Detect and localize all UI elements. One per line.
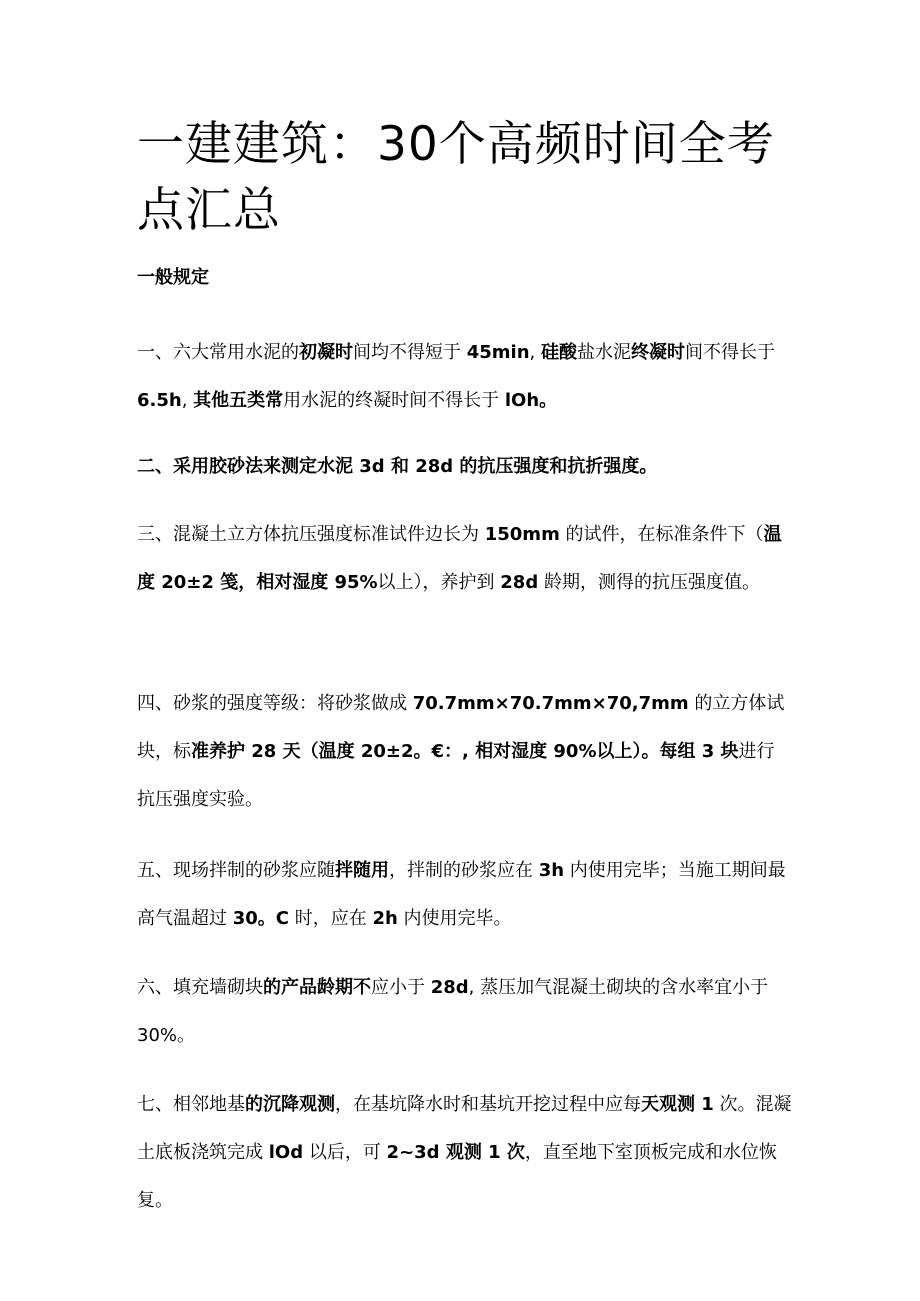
- bold-text-run: lOh。: [504, 390, 558, 411]
- paragraph-4: [137, 680, 792, 824]
- text-run: 六、填充墙砌块: [137, 977, 263, 998]
- bold-text-run: 30。C: [232, 908, 289, 929]
- text-run: ,: [529, 342, 541, 363]
- text-run: 盐水泥: [576, 342, 631, 363]
- bold-text-run: 拌随用: [335, 860, 389, 881]
- text-run: ,: [181, 390, 194, 411]
- paragraph-5: [137, 847, 792, 943]
- bold-text-run: 150mm: [484, 524, 560, 545]
- bold-text-run: 6.5h: [137, 390, 182, 411]
- paragraph-2: [137, 443, 792, 491]
- text-run: 时，应在: [289, 908, 373, 929]
- text-run: 进行抗压强度实验。: [137, 741, 775, 810]
- paragraph-7: [137, 1081, 792, 1225]
- bold-text-run: 其他五类常: [193, 390, 284, 411]
- text-run: 五、现场拌制的砂浆应随: [137, 860, 335, 881]
- bold-text-run: 3h: [538, 860, 565, 881]
- bold-text-run: lOd: [268, 1142, 304, 1163]
- bold-text-run: 硅酸: [540, 342, 577, 363]
- bold-text-run: 的沉降观测: [245, 1094, 335, 1115]
- text-run: 应小于: [371, 977, 431, 998]
- bold-text-run: 温度 20±2 笺，相对湿度 95%: [137, 524, 782, 593]
- bold-text-run: 45min: [466, 342, 530, 363]
- text-run: ，在基坑降水时和基坑开挖过程中应每: [335, 1094, 641, 1115]
- text-run: 内使用完毕。: [397, 908, 512, 929]
- text-run: 用水泥的终凝时间不得长于: [283, 390, 505, 411]
- bold-text-run: 初凝时: [299, 342, 353, 363]
- text-run: 次。混凝土底板浇筑完成: [137, 1094, 792, 1163]
- bold-text-run: 28d: [500, 572, 539, 593]
- text-run: 以后，可: [303, 1142, 387, 1163]
- text-run: 三、混凝土立方体抗压强度标准试件边长为: [137, 524, 485, 545]
- paragraph-1: [137, 329, 792, 425]
- paragraph-6: [137, 964, 792, 1060]
- bold-text-run: 终凝时: [630, 342, 685, 363]
- bold-text-run: 2h: [372, 908, 398, 929]
- document-title: 一建建筑：30个高频时间全考点汇总: [137, 117, 775, 238]
- paragraph-3: [137, 511, 792, 607]
- text-run: 四、砂浆的强度等级：将砂浆做成: [137, 693, 413, 714]
- bold-text-run: 70.7mm×70.7mm×70,7mm: [412, 693, 689, 714]
- bold-text-run: 天观测 1: [641, 1094, 714, 1115]
- bold-text-run: 2~3d 观测 1 次: [386, 1142, 525, 1163]
- bold-text-run: 准养护 28 天（温度 20±2。€：, 相对湿度 90%以上）。每组 3 块: [191, 741, 739, 762]
- section-heading: 一般规定: [137, 267, 209, 288]
- text-run: 一、六大常用水泥的: [137, 342, 299, 363]
- text-run: 间不得长于: [684, 342, 775, 363]
- text-run: 以上），养护到: [377, 572, 501, 593]
- text-run: 间均不得短于: [353, 342, 467, 363]
- text-run: , 蒸压加气混凝土砌块的含水率宜小于 30%。: [137, 977, 769, 1046]
- text-run: 的立方体试块，标: [137, 693, 785, 762]
- text-run: 的试件，在标准条件下（: [559, 524, 764, 545]
- text-run: 龄期，测得的抗压强度值。: [538, 572, 760, 593]
- text-run: 内使用完毕；当施工期间最高气温超过: [137, 860, 786, 929]
- text-run: ，直至地下室顶板完成和水位恢复。: [137, 1142, 777, 1211]
- bold-text-run: 二、采用胶砂法来测定水泥 3d 和 28d 的抗压强度和抗折强度。: [137, 456, 658, 477]
- text-run: ，拌制的砂浆应在: [389, 860, 539, 881]
- text-run: 七、相邻地基: [137, 1094, 245, 1115]
- bold-text-run: 28d: [430, 977, 469, 998]
- bold-text-run: 的产品龄期不: [263, 977, 371, 998]
